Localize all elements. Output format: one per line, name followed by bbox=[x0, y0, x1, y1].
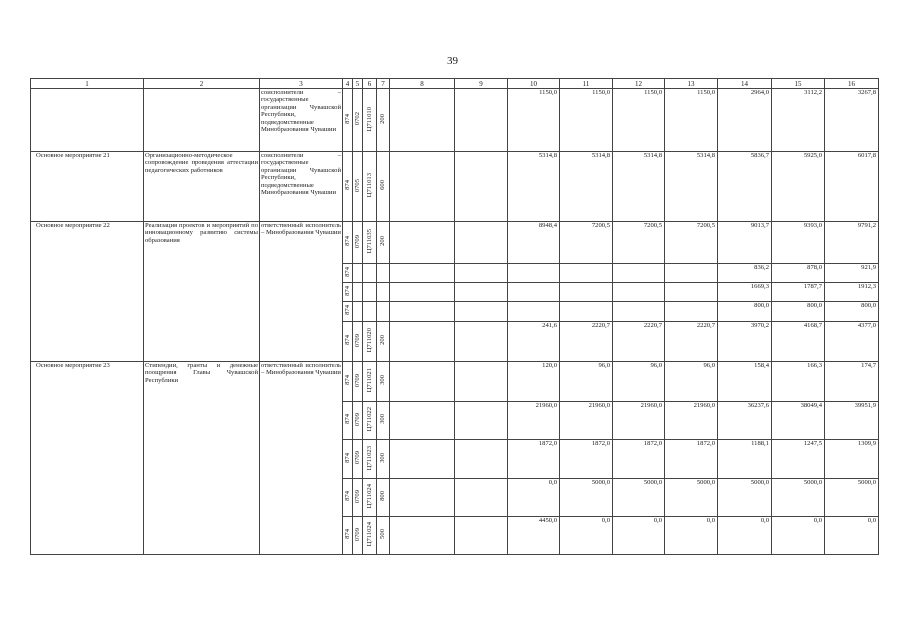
column-header: 10 bbox=[508, 79, 560, 89]
value-cell-col16: 6017,8 bbox=[825, 152, 879, 222]
table-row bbox=[31, 152, 879, 222]
gr-code-cell bbox=[343, 402, 353, 440]
gr-code-cell-text: 874 bbox=[343, 266, 351, 277]
value-cell-col15: 5925,0 bbox=[772, 152, 825, 222]
value-cell-col13: 21960,0 bbox=[665, 402, 718, 440]
target-article-cell-text: Ц711010 bbox=[365, 106, 373, 131]
value-cell-col15: 38049,4 bbox=[772, 402, 825, 440]
empty-cell-col9 bbox=[455, 440, 508, 479]
value-cell-col13: 7200,5 bbox=[665, 222, 718, 264]
measure-description-cell: Реализация проектов и мероприятий по инновационному развитию системы образования bbox=[144, 222, 260, 362]
expense-type-cell bbox=[377, 322, 390, 362]
value-cell-col13 bbox=[665, 302, 718, 322]
section-code-cell-text: 0702 bbox=[353, 112, 361, 126]
value-cell-col11: 2220,7 bbox=[560, 322, 613, 362]
value-cell-col12: 21960,0 bbox=[613, 402, 665, 440]
expense-type-cell-text: 300 bbox=[379, 414, 387, 425]
section-code-cell-text: 0709 bbox=[353, 333, 361, 347]
value-cell-col14: 3970,2 bbox=[718, 322, 772, 362]
value-cell-col12 bbox=[613, 264, 665, 283]
expense-type-cell bbox=[377, 222, 390, 264]
value-cell-col14: 1188,1 bbox=[718, 440, 772, 479]
value-cell-col12: 0,0 bbox=[613, 517, 665, 555]
value-cell-col10: 21960,0 bbox=[508, 402, 560, 440]
gr-code-cell bbox=[343, 362, 353, 402]
gr-code-cell-text: 874 bbox=[343, 375, 351, 386]
empty-cell-col8 bbox=[390, 402, 455, 440]
empty-cell-col9 bbox=[455, 89, 508, 152]
column-header: 8 bbox=[390, 79, 455, 89]
gr-code-cell bbox=[343, 264, 353, 283]
value-cell-col14: 2964,0 bbox=[718, 89, 772, 152]
section-code-cell-text: 0709 bbox=[353, 234, 361, 248]
column-header: 3 bbox=[260, 79, 343, 89]
expense-type-cell-text: 800 bbox=[379, 491, 387, 502]
value-cell-col14: 158,4 bbox=[718, 362, 772, 402]
executor-cell: соисполнители – государственные организации Чувашской Республики, подведомственные Минобразования Чувашии bbox=[260, 152, 343, 222]
measure-name-cell: Основное мероприятие 22 bbox=[31, 222, 144, 362]
value-cell-col12: 5000,0 bbox=[613, 479, 665, 517]
target-article-cell bbox=[363, 89, 377, 152]
column-header: 4 bbox=[343, 79, 353, 89]
value-cell-col16: 9791,2 bbox=[825, 222, 879, 264]
expense-type-cell-text: 300 bbox=[379, 375, 387, 386]
value-cell-col16: 0,0 bbox=[825, 517, 879, 555]
gr-code-cell-text: 874 bbox=[343, 491, 351, 502]
value-cell-col13 bbox=[665, 283, 718, 302]
value-cell-col15: 4168,7 bbox=[772, 322, 825, 362]
value-cell-col10: 241,6 bbox=[508, 322, 560, 362]
executor-cell: ответственный исполнитель – Минобразования Чувашии bbox=[260, 222, 343, 362]
column-header: 16 bbox=[825, 79, 879, 89]
expense-type-cell-text: 200 bbox=[379, 236, 387, 247]
gr-code-cell bbox=[343, 479, 353, 517]
value-cell-col16: 1912,3 bbox=[825, 283, 879, 302]
column-header: 6 bbox=[363, 79, 377, 89]
table-header bbox=[31, 79, 879, 89]
section-code-cell bbox=[353, 517, 363, 555]
value-cell-col16: 3267,8 bbox=[825, 89, 879, 152]
section-code-cell bbox=[353, 440, 363, 479]
section-code-cell bbox=[353, 283, 363, 302]
gr-code-cell-text: 874 bbox=[343, 414, 351, 425]
target-article-cell-text: Ц711035 bbox=[365, 229, 373, 254]
target-article-cell-text: Ц711024 bbox=[365, 522, 373, 547]
value-cell-col11 bbox=[560, 264, 613, 283]
value-cell-col10: 4450,0 bbox=[508, 517, 560, 555]
value-cell-col11: 0,0 bbox=[560, 517, 613, 555]
value-cell-col12: 5314,8 bbox=[613, 152, 665, 222]
expense-type-cell bbox=[377, 440, 390, 479]
value-cell-col11: 96,0 bbox=[560, 362, 613, 402]
section-code-cell bbox=[353, 264, 363, 283]
value-cell-col11: 7200,5 bbox=[560, 222, 613, 264]
executor-cell: соисполнители – государственные организации Чувашской Республики, подведомственные Минобразования Чувашии bbox=[260, 89, 343, 152]
value-cell-col11: 1150,0 bbox=[560, 89, 613, 152]
target-article-cell-text: Ц711023 bbox=[365, 445, 373, 470]
gr-code-cell-text: 874 bbox=[343, 335, 351, 346]
empty-cell-col8 bbox=[390, 479, 455, 517]
section-code-cell-text: 0705 bbox=[353, 178, 361, 192]
expense-type-cell bbox=[377, 152, 390, 222]
section-code-cell bbox=[353, 362, 363, 402]
expense-type-cell bbox=[377, 479, 390, 517]
value-cell-col11 bbox=[560, 283, 613, 302]
empty-cell-col8 bbox=[390, 283, 455, 302]
empty-cell-col9 bbox=[455, 517, 508, 555]
value-cell-col13: 1150,0 bbox=[665, 89, 718, 152]
value-cell-col14: 9013,7 bbox=[718, 222, 772, 264]
value-cell-col10: 8948,4 bbox=[508, 222, 560, 264]
value-cell-col16: 921,9 bbox=[825, 264, 879, 283]
value-cell-col12: 96,0 bbox=[613, 362, 665, 402]
gr-code-cell-text: 874 bbox=[343, 452, 351, 463]
value-cell-col13: 96,0 bbox=[665, 362, 718, 402]
executor-cell: ответственный исполнитель – Минобразования Чувашии bbox=[260, 362, 343, 555]
empty-cell-col9 bbox=[455, 264, 508, 283]
target-article-cell bbox=[363, 479, 377, 517]
column-header: 2 bbox=[144, 79, 260, 89]
empty-cell-col9 bbox=[455, 322, 508, 362]
gr-code-cell-text: 874 bbox=[343, 236, 351, 247]
empty-cell-col9 bbox=[455, 302, 508, 322]
value-cell-col10: 120,0 bbox=[508, 362, 560, 402]
value-cell-col13: 5314,8 bbox=[665, 152, 718, 222]
budget-table bbox=[30, 78, 879, 555]
empty-cell-col9 bbox=[455, 283, 508, 302]
empty-cell-col8 bbox=[390, 302, 455, 322]
target-article-cell-text: Ц711022 bbox=[365, 407, 373, 432]
value-cell-col15: 878,0 bbox=[772, 264, 825, 283]
expense-type-cell bbox=[377, 402, 390, 440]
empty-cell-col9 bbox=[455, 479, 508, 517]
target-article-cell bbox=[363, 322, 377, 362]
expense-type-cell bbox=[377, 362, 390, 402]
gr-code-cell bbox=[343, 152, 353, 222]
value-cell-col11 bbox=[560, 302, 613, 322]
value-cell-col14: 1669,3 bbox=[718, 283, 772, 302]
value-cell-col15: 800,0 bbox=[772, 302, 825, 322]
gr-code-cell bbox=[343, 440, 353, 479]
value-cell-col16: 1309,9 bbox=[825, 440, 879, 479]
value-cell-col14: 36237,6 bbox=[718, 402, 772, 440]
measure-description-cell: Стипендии, гранты и денежные поощрения Главы Чувашской Республики bbox=[144, 362, 260, 555]
value-cell-col10: 1872,0 bbox=[508, 440, 560, 479]
target-article-cell bbox=[363, 264, 377, 283]
value-cell-col10: 0,0 bbox=[508, 479, 560, 517]
measure-name-cell bbox=[31, 89, 144, 152]
target-article-cell bbox=[363, 222, 377, 264]
column-header: 15 bbox=[772, 79, 825, 89]
value-cell-col15: 0,0 bbox=[772, 517, 825, 555]
section-code-cell bbox=[353, 89, 363, 152]
gr-code-cell bbox=[343, 283, 353, 302]
target-article-cell-text: Ц711021 bbox=[365, 368, 373, 393]
value-cell-col15: 9393,0 bbox=[772, 222, 825, 264]
column-header: 5 bbox=[353, 79, 363, 89]
value-cell-col16: 5000,0 bbox=[825, 479, 879, 517]
empty-cell-col8 bbox=[390, 264, 455, 283]
expense-type-cell bbox=[377, 89, 390, 152]
empty-cell-col8 bbox=[390, 517, 455, 555]
column-header: 1 bbox=[31, 79, 144, 89]
section-code-cell bbox=[353, 479, 363, 517]
gr-code-cell bbox=[343, 517, 353, 555]
section-code-cell bbox=[353, 402, 363, 440]
section-code-cell bbox=[353, 302, 363, 322]
gr-code-cell bbox=[343, 89, 353, 152]
target-article-cell-text: Ц711020 bbox=[365, 328, 373, 353]
value-cell-col11: 1872,0 bbox=[560, 440, 613, 479]
value-cell-col15: 3112,2 bbox=[772, 89, 825, 152]
empty-cell-col8 bbox=[390, 440, 455, 479]
column-header: 14 bbox=[718, 79, 772, 89]
target-article-cell bbox=[363, 517, 377, 555]
column-header: 7 bbox=[377, 79, 390, 89]
section-code-cell-text: 0709 bbox=[353, 412, 361, 426]
value-cell-col11: 5000,0 bbox=[560, 479, 613, 517]
value-cell-col12: 2220,7 bbox=[613, 322, 665, 362]
value-cell-col13 bbox=[665, 264, 718, 283]
expense-type-cell bbox=[377, 283, 390, 302]
expense-type-cell-text: 200 bbox=[379, 113, 387, 124]
empty-cell-col8 bbox=[390, 222, 455, 264]
target-article-cell bbox=[363, 152, 377, 222]
expense-type-cell bbox=[377, 302, 390, 322]
empty-cell-col9 bbox=[455, 222, 508, 264]
target-article-cell bbox=[363, 283, 377, 302]
value-cell-col16: 39951,9 bbox=[825, 402, 879, 440]
gr-code-cell-text: 874 bbox=[343, 305, 351, 316]
column-header: 9 bbox=[455, 79, 508, 89]
expense-type-cell bbox=[377, 517, 390, 555]
empty-cell-col8 bbox=[390, 152, 455, 222]
value-cell-col11: 21960,0 bbox=[560, 402, 613, 440]
section-code-cell-text: 0709 bbox=[353, 373, 361, 387]
table-row bbox=[31, 222, 879, 264]
value-cell-col10: 1150,0 bbox=[508, 89, 560, 152]
gr-code-cell-text: 874 bbox=[343, 285, 351, 296]
section-code-cell-text: 0709 bbox=[353, 527, 361, 541]
value-cell-col14: 5000,0 bbox=[718, 479, 772, 517]
value-cell-col15: 1247,5 bbox=[772, 440, 825, 479]
section-code-cell bbox=[353, 322, 363, 362]
value-cell-col13: 2220,7 bbox=[665, 322, 718, 362]
section-code-cell bbox=[353, 222, 363, 264]
table-row bbox=[31, 89, 879, 152]
value-cell-col13: 0,0 bbox=[665, 517, 718, 555]
empty-cell-col9 bbox=[455, 152, 508, 222]
section-code-cell-text: 0709 bbox=[353, 489, 361, 503]
value-cell-col12: 1150,0 bbox=[613, 89, 665, 152]
value-cell-col16: 4377,0 bbox=[825, 322, 879, 362]
empty-cell-col8 bbox=[390, 322, 455, 362]
target-article-cell-text: Ц711013 bbox=[365, 173, 373, 198]
expense-type-cell bbox=[377, 264, 390, 283]
section-code-cell-text: 0709 bbox=[353, 451, 361, 465]
value-cell-col10: 5314,8 bbox=[508, 152, 560, 222]
expense-type-cell-text: 200 bbox=[379, 335, 387, 346]
table-row bbox=[31, 362, 879, 402]
gr-code-cell-text: 874 bbox=[343, 529, 351, 540]
value-cell-col11: 5314,8 bbox=[560, 152, 613, 222]
expense-type-cell-text: 300 bbox=[379, 452, 387, 463]
value-cell-col14: 800,0 bbox=[718, 302, 772, 322]
target-article-cell bbox=[363, 302, 377, 322]
value-cell-col15: 5000,0 bbox=[772, 479, 825, 517]
value-cell-col12 bbox=[613, 283, 665, 302]
column-header: 13 bbox=[665, 79, 718, 89]
measure-description-cell: Организационно-методическое сопровождение проведения аттестации педагогических работников bbox=[144, 152, 260, 222]
value-cell-col13: 1872,0 bbox=[665, 440, 718, 479]
target-article-cell bbox=[363, 440, 377, 479]
gr-code-cell-text: 874 bbox=[343, 113, 351, 124]
value-cell-col15: 166,3 bbox=[772, 362, 825, 402]
expense-type-cell-text: 500 bbox=[379, 529, 387, 540]
value-cell-col14: 0,0 bbox=[718, 517, 772, 555]
target-article-cell bbox=[363, 402, 377, 440]
measure-description-cell bbox=[144, 89, 260, 152]
gr-code-cell bbox=[343, 302, 353, 322]
measure-name-cell: Основное мероприятие 21 bbox=[31, 152, 144, 222]
value-cell-col14: 5836,7 bbox=[718, 152, 772, 222]
empty-cell-col9 bbox=[455, 402, 508, 440]
target-article-cell-text: Ц711024 bbox=[365, 484, 373, 509]
target-article-cell bbox=[363, 362, 377, 402]
value-cell-col12 bbox=[613, 302, 665, 322]
gr-code-cell bbox=[343, 222, 353, 264]
empty-cell-col8 bbox=[390, 362, 455, 402]
measure-name-cell: Основное мероприятие 23 bbox=[31, 362, 144, 555]
value-cell-col10 bbox=[508, 283, 560, 302]
gr-code-cell bbox=[343, 322, 353, 362]
value-cell-col10 bbox=[508, 264, 560, 283]
value-cell-col12: 1872,0 bbox=[613, 440, 665, 479]
page-number: 39 bbox=[447, 55, 458, 67]
empty-cell-col8 bbox=[390, 89, 455, 152]
column-header: 11 bbox=[560, 79, 613, 89]
value-cell-col10 bbox=[508, 302, 560, 322]
value-cell-col15: 1787,7 bbox=[772, 283, 825, 302]
section-code-cell bbox=[353, 152, 363, 222]
value-cell-col13: 5000,0 bbox=[665, 479, 718, 517]
value-cell-col16: 174,7 bbox=[825, 362, 879, 402]
column-header: 12 bbox=[613, 79, 665, 89]
value-cell-col14: 836,2 bbox=[718, 264, 772, 283]
value-cell-col16: 800,0 bbox=[825, 302, 879, 322]
empty-cell-col9 bbox=[455, 362, 508, 402]
expense-type-cell-text: 600 bbox=[379, 180, 387, 191]
gr-code-cell-text: 874 bbox=[343, 180, 351, 191]
value-cell-col12: 7200,5 bbox=[613, 222, 665, 264]
